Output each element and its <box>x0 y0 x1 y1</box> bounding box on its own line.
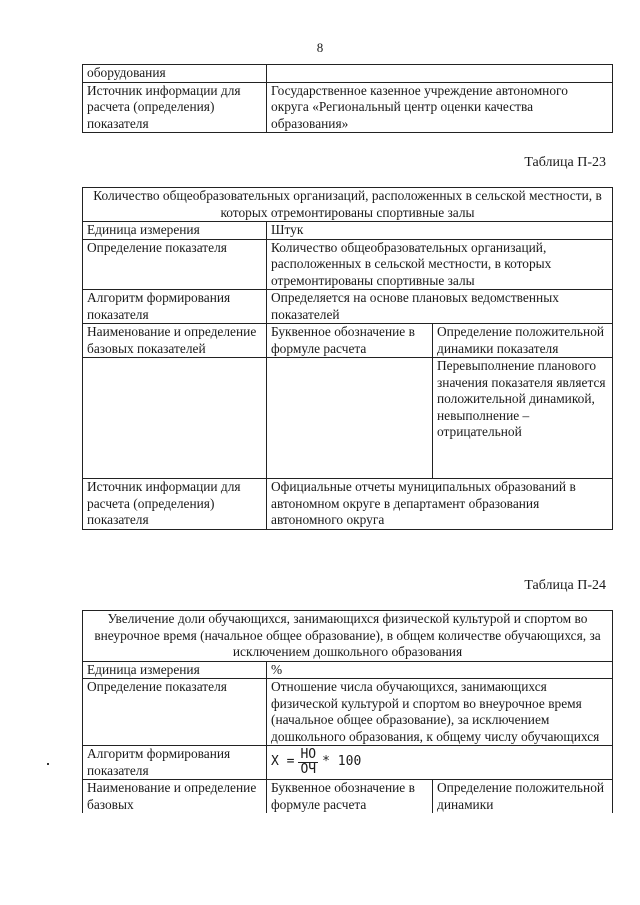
row-label: Алгоритм формирования показателя <box>83 290 267 324</box>
row-label: Источник информации для расчета (определения) показателя <box>83 479 267 530</box>
row-label: Единица измерения <box>83 222 267 240</box>
dynamics-note: Перевыполнение планового значения показателя является положительной динамикой, невыполнение – отрицательной <box>433 358 613 479</box>
row-value: Штук <box>267 222 613 240</box>
table-row <box>83 188 613 222</box>
table-row <box>83 661 613 679</box>
row-label: оборудования <box>83 65 267 83</box>
table-p24 <box>82 610 613 813</box>
formula-fraction <box>298 748 318 777</box>
formula-tail: * 100 <box>322 754 362 770</box>
table-row <box>83 679 613 746</box>
row-value: Официальные отчеты муниципальных образований в автономном округе в департамент образования автономного округа <box>267 479 613 530</box>
table-title: Количество общеобразовательных организаций, расположенных в сельской местности, в которых отремонтированы спортивные залы <box>83 188 613 222</box>
row-value: Определяется на основе плановых ведомственных показателей <box>267 290 613 324</box>
row-value <box>267 65 613 83</box>
formula <box>271 746 361 779</box>
base-col-letter: Буквенное обозначение в формуле расчета <box>267 780 433 814</box>
table-row <box>83 358 613 479</box>
table-row <box>83 290 613 324</box>
row-value: Количество общеобразовательных организаций, расположенных в сельской местности, в которых отремонтированы спортивные залы <box>267 239 613 290</box>
table-row <box>83 239 613 290</box>
table-row <box>83 65 613 83</box>
table-caption: Таблица П-24 <box>524 578 606 593</box>
table-caption: Таблица П-23 <box>524 155 606 170</box>
row-value: Государственное казенное учреждение автономного округа «Региональный центр оценки качества образования» <box>267 82 613 133</box>
table-row <box>83 82 613 133</box>
formula-cell <box>267 746 613 780</box>
row-label: Определение показателя <box>83 679 267 746</box>
formula-lhs: X = <box>271 754 295 770</box>
empty-cell <box>267 358 433 479</box>
base-col-letter: Буквенное обозначение в формуле расчета <box>267 324 433 358</box>
table-row <box>83 222 613 240</box>
table-row <box>83 611 613 662</box>
row-label: Алгоритм формирования показателя <box>83 746 267 780</box>
page-number: 8 <box>316 40 324 55</box>
table-p23 <box>82 187 613 530</box>
row-value: % <box>267 661 613 679</box>
row-label: Наименование и определение базовых <box>83 780 267 814</box>
row-value: Отношение числа обучающихся, занимающихся физической культурой и спортом во внеурочное время (начальное общее образование), за исключением дошкольного образования, к общему числу обучающихся <box>267 679 613 746</box>
row-label: Источник информации для расчета (определения) показателя <box>83 82 267 133</box>
base-col-dynamics: Определение положительной динамики показателя <box>433 324 613 358</box>
table-row <box>83 780 613 814</box>
table-title: Увеличение доли обучающихся, занимающихся физической культурой и спортом во внеурочное время (начальное общее образование), в общем количестве обучающихся, за исключением дошкольного образования <box>83 611 613 662</box>
empty-cell <box>83 358 267 479</box>
table-row <box>83 479 613 530</box>
row-label: Единица измерения <box>83 661 267 679</box>
table-row <box>83 746 613 780</box>
continuation-table <box>82 64 613 133</box>
formula-numerator: НО <box>300 747 317 762</box>
table-row <box>83 324 613 358</box>
base-col-dynamics: Определение положительной динамики <box>433 780 613 814</box>
formula-denominator: ОЧ <box>300 762 317 777</box>
row-label: Наименование и определение базовых показателей <box>83 324 267 358</box>
scan-speck <box>47 763 49 765</box>
row-label: Определение показателя <box>83 239 267 290</box>
